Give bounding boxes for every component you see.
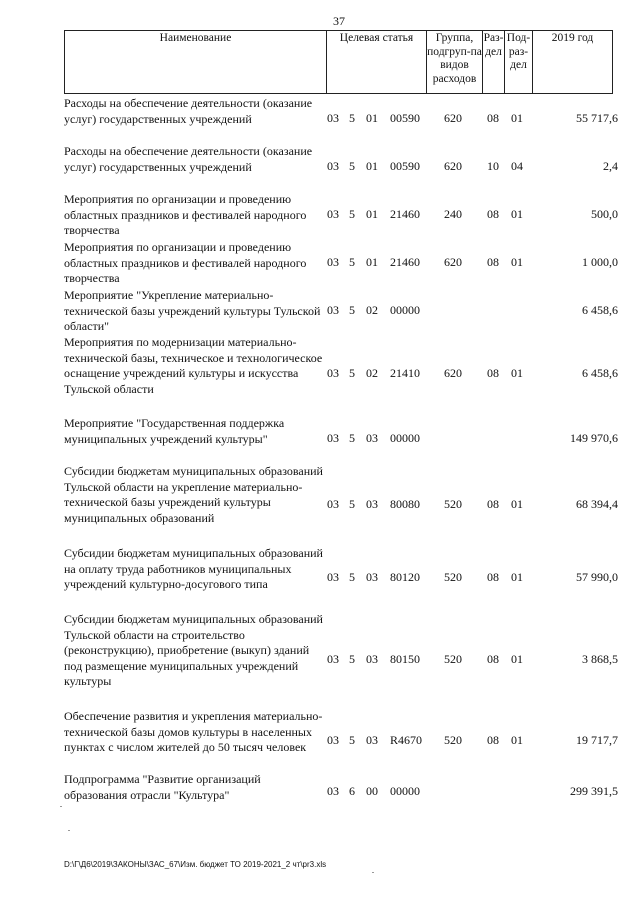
- scan-speck: [68, 830, 70, 831]
- row-section: 08: [487, 111, 499, 125]
- row-section: 08: [487, 652, 499, 666]
- row-subsection: 01: [511, 497, 523, 511]
- row-code-1: 03: [327, 366, 339, 380]
- row-code-2: 5: [349, 366, 355, 380]
- row-group: 240: [444, 207, 462, 221]
- row-code-2: 5: [349, 497, 355, 511]
- header-section: Раз-дел: [482, 31, 504, 93]
- scan-speck: [60, 806, 62, 807]
- row-name: Мероприятия по модернизации материально-технической базы, техническое и технологическое оснащение учреждений культуры и искусства Тульской области: [64, 335, 323, 396]
- row-group: 520: [444, 570, 462, 584]
- row-code-2: 5: [349, 652, 355, 666]
- scan-speck: [372, 872, 374, 873]
- row-name: Обеспечение развития и укрепления материально-технической базы домов культуры в населенных пунктах с числом жителей до 50 тысяч человек: [64, 709, 323, 754]
- row-amount: 1 000,0: [582, 255, 618, 269]
- row-amount: 68 394,4: [576, 497, 618, 511]
- row-code-3: 03: [366, 497, 378, 511]
- row-section: 08: [487, 733, 499, 747]
- row-code-2: 5: [349, 207, 355, 221]
- row-code-3: 03: [366, 570, 378, 584]
- row-code-3: 02: [366, 366, 378, 380]
- row-name: Субсидии бюджетам муниципальных образований Тульской области на укрепление материально-технической базы учреждений культуры муниципальных образований: [64, 464, 323, 525]
- row-code-4: 21460: [390, 207, 420, 221]
- row-code-1: 03: [327, 652, 339, 666]
- row-code-4: 00000: [390, 431, 420, 445]
- row-code-1: 03: [327, 207, 339, 221]
- row-code-4: 80080: [390, 497, 420, 511]
- row-code-2: 5: [349, 733, 355, 747]
- row-code-3: 03: [366, 431, 378, 445]
- row-subsection: 01: [511, 652, 523, 666]
- row-amount: 55 717,6: [576, 111, 618, 125]
- row-code-3: 00: [366, 784, 378, 798]
- row-amount: 149 970,6: [570, 431, 618, 445]
- row-code-1: 03: [327, 255, 339, 269]
- row-name: Субсидии бюджетам муниципальных образований на оплату труда работников муниципальных учреждений культурно-досугового типа: [64, 546, 323, 591]
- row-code-4: 00590: [390, 111, 420, 125]
- header-target-article: Целевая статья: [326, 31, 426, 93]
- row-code-3: 01: [366, 207, 378, 221]
- row-code-2: 5: [349, 431, 355, 445]
- row-code-3: 02: [366, 303, 378, 317]
- row-code-1: 03: [327, 159, 339, 173]
- row-code-2: 5: [349, 303, 355, 317]
- row-group: 520: [444, 497, 462, 511]
- row-amount: 500,0: [591, 207, 618, 221]
- row-name: Мероприятия по организации и проведению областных праздников и фестивалей народного творчества: [64, 240, 307, 285]
- row-name: Субсидии бюджетам муниципальных образований Тульской области на строительство (реконструкцию), приобретение (выкуп) зданий под размещение муниципальных учреждений культуры: [64, 612, 323, 688]
- row-code-4: 00000: [390, 303, 420, 317]
- row-amount: 6 458,6: [582, 366, 618, 380]
- row-section: 10: [487, 159, 499, 173]
- row-code-2: 5: [349, 159, 355, 173]
- row-section: 08: [487, 570, 499, 584]
- row-code-4: 80120: [390, 570, 420, 584]
- row-amount: 299 391,5: [570, 784, 618, 798]
- row-name: Расходы на обеспечение деятельности (оказание услуг) государственных учреждений: [64, 144, 313, 174]
- header-year: 2019 год: [532, 31, 613, 93]
- row-code-3: 01: [366, 159, 378, 173]
- table-header: [64, 30, 613, 94]
- row-code-1: 03: [327, 570, 339, 584]
- row-name: Подпрограмма "Развитие организаций образования отрасли "Культура": [64, 772, 261, 802]
- row-name: Мероприятие "Укрепление материально-технической базы учреждений культуры Тульской области": [64, 288, 321, 333]
- page-number: 37: [333, 14, 345, 28]
- row-code-2: 6: [349, 784, 355, 798]
- row-code-3: 03: [366, 733, 378, 747]
- row-code-1: 03: [327, 431, 339, 445]
- row-code-2: 5: [349, 255, 355, 269]
- header-name: Наименование: [64, 31, 326, 93]
- row-section: 08: [487, 207, 499, 221]
- row-group: 520: [444, 652, 462, 666]
- row-group: 620: [444, 366, 462, 380]
- file-path-footer: D:\Г\Д6\2019\ЗАКОНЫ\ЗАС_67\Изм. бюджет ТО 2019-2021_2 чт\pr3.xls: [64, 860, 327, 869]
- row-amount: 57 990,0: [576, 570, 618, 584]
- row-code-3: 01: [366, 111, 378, 125]
- row-code-1: 03: [327, 111, 339, 125]
- row-code-4: 00000: [390, 784, 420, 798]
- header-group: Группа, подгруп-па видов расходов: [426, 31, 482, 93]
- row-amount: 3 868,5: [582, 652, 618, 666]
- row-group: 620: [444, 111, 462, 125]
- row-group: 520: [444, 733, 462, 747]
- row-name: Мероприятия по организации и проведению областных праздников и фестивалей народного творчества: [64, 192, 307, 237]
- row-code-2: 5: [349, 570, 355, 584]
- row-amount: 2,4: [603, 159, 618, 173]
- row-code-1: 03: [327, 497, 339, 511]
- row-code-3: 03: [366, 652, 378, 666]
- row-subsection: 04: [511, 159, 523, 173]
- row-name: Расходы на обеспечение деятельности (оказание услуг) государственных учреждений: [64, 96, 313, 126]
- row-section: 08: [487, 255, 499, 269]
- row-subsection: 01: [511, 570, 523, 584]
- row-section: 08: [487, 497, 499, 511]
- row-code-2: 5: [349, 111, 355, 125]
- row-subsection: 01: [511, 111, 523, 125]
- row-subsection: 01: [511, 255, 523, 269]
- row-code-3: 01: [366, 255, 378, 269]
- row-subsection: 01: [511, 366, 523, 380]
- row-group: 620: [444, 159, 462, 173]
- row-name: Мероприятие "Государственная поддержка муниципальных учреждений культуры": [64, 416, 285, 446]
- row-code-1: 03: [327, 303, 339, 317]
- row-group: 620: [444, 255, 462, 269]
- row-section: 08: [487, 366, 499, 380]
- header-subsection: Под-раз-дел: [504, 31, 532, 93]
- row-code-1: 03: [327, 784, 339, 798]
- row-code-4: R4670: [390, 733, 423, 747]
- row-code-1: 03: [327, 733, 339, 747]
- row-amount: 19 717,7: [576, 733, 618, 747]
- row-subsection: 01: [511, 733, 523, 747]
- row-code-4: 21460: [390, 255, 420, 269]
- row-code-4: 00590: [390, 159, 420, 173]
- row-code-4: 80150: [390, 652, 420, 666]
- row-amount: 6 458,6: [582, 303, 618, 317]
- row-code-4: 21410: [390, 366, 420, 380]
- row-subsection: 01: [511, 207, 523, 221]
